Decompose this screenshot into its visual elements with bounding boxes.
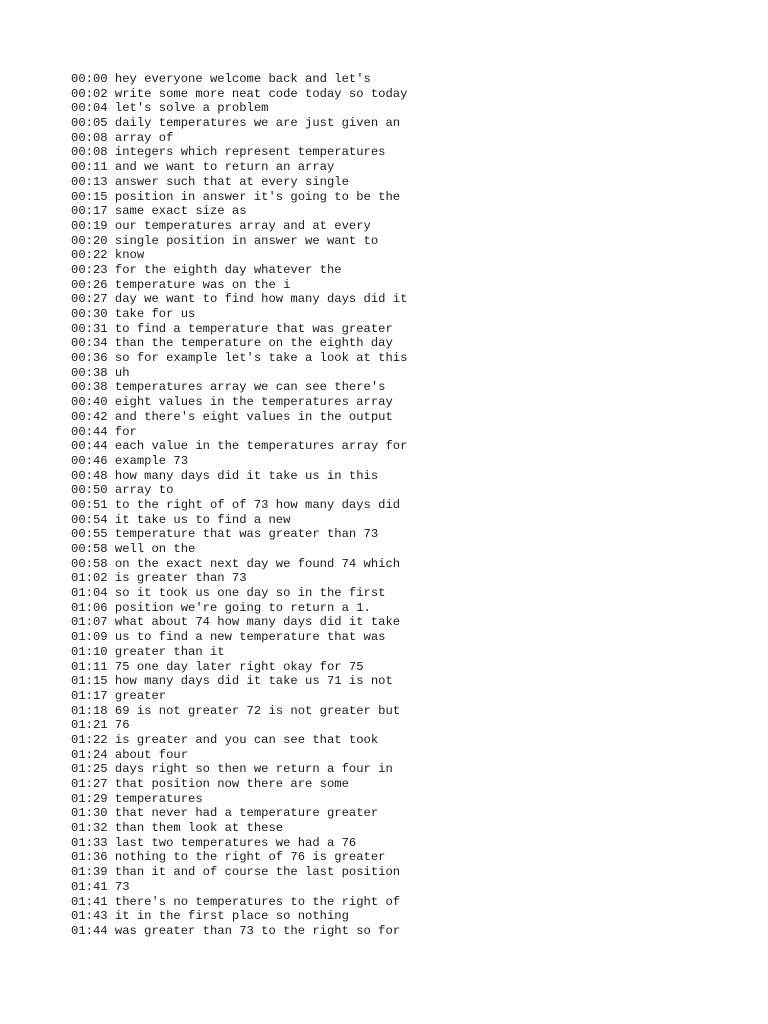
transcript-line: 01:09 us to find a new temperature that was — [71, 630, 386, 645]
transcript-line: 00:20 single position in answer we want to — [71, 233, 379, 248]
transcript-line: 00:08 array of — [71, 130, 174, 145]
transcript-line: 00:17 same exact size as — [71, 204, 247, 219]
transcript-line: 00:08 integers which represent temperatures — [71, 145, 386, 160]
transcript-line: 00:04 let's solve a problem — [71, 101, 269, 116]
transcript-line: 01:22 is greater and you can see that took — [71, 732, 379, 747]
transcript-line: 01:11 75 one day later right okay for 75 — [71, 659, 364, 674]
transcript-line: 01:17 greater — [71, 688, 167, 703]
transcript-line: 00:48 how many days did it take us in this — [71, 468, 379, 483]
transcript-line: 00:23 for the eighth day whatever the — [71, 262, 342, 277]
transcript-line: 00:50 array to — [71, 483, 174, 498]
transcript-line: 01:44 was greater than 73 to the right so for — [71, 923, 401, 938]
transcript-line: 00:55 temperature that was greater than 73 — [71, 527, 379, 542]
transcript-line: 00:22 know — [71, 248, 145, 263]
transcript-line: 00:58 well on the — [71, 542, 196, 556]
transcript-line: 01:24 about four — [71, 747, 189, 762]
transcript-line: 00:34 than the temperature on the eighth day — [71, 336, 393, 351]
transcript-line: 01:39 than it and of course the last position — [71, 865, 401, 880]
transcript-line: 01:15 how many days did it take us 71 is not — [71, 674, 393, 689]
transcript-line: 00:38 temperatures array we can see there's — [71, 380, 386, 395]
transcript-line: 01:04 so it took us one day so in the first — [71, 586, 386, 601]
transcript-line: 00:26 temperature was on the i — [71, 277, 291, 292]
transcript-line: 00:05 daily temperatures we are just given an — [71, 116, 401, 131]
transcript-line: 01:29 temperatures — [71, 791, 203, 806]
transcript-line: 00:30 take for us — [71, 307, 196, 321]
transcript-line: 00:44 for — [71, 424, 137, 439]
transcript-line: 00:00 hey everyone welcome back and let's — [71, 72, 371, 86]
transcript-line: 00:40 eight values in the temperatures array — [71, 395, 393, 410]
transcript-line: 00:58 on the exact next day we found 74 which — [71, 556, 401, 571]
transcript-line: 01:02 is greater than 73 — [71, 571, 247, 586]
transcript-line: 01:36 nothing to the right of 76 is greater — [71, 850, 386, 865]
transcript-line: 00:27 day we want to find how many days did it — [71, 292, 408, 307]
transcript-line: 01:10 greater than it — [71, 644, 225, 659]
transcript-line: 00:38 uh — [71, 365, 130, 380]
transcript-line: 01:32 than them look at these — [71, 821, 284, 836]
transcript-line: 01:25 days right so then we return a four in — [71, 762, 393, 777]
transcript-line: 00:46 example 73 — [71, 453, 189, 468]
transcript-line: 00:31 to find a temperature that was greater — [71, 321, 393, 336]
transcript-line: 01:18 69 is not greater 72 is not greater but — [71, 703, 401, 718]
transcript-line: 01:07 what about 74 how many days did it take — [71, 615, 401, 630]
transcript-line: 01:06 position we're going to return a 1. — [71, 600, 371, 615]
transcript-line: 00:51 to the right of of 73 how many days did — [71, 497, 401, 512]
transcript-line: 00:19 our temperatures array and at every — [71, 218, 371, 233]
transcript-line: 00:11 and we want to return an array — [71, 160, 335, 175]
transcript-line: 01:43 it in the first place so nothing — [71, 909, 349, 924]
transcript-line: 00:02 write some more neat code today so today — [71, 86, 408, 101]
transcript-line: 01:21 76 — [71, 718, 130, 733]
transcript-line: 00:36 so for example let's take a look at this — [71, 351, 408, 366]
transcript-line: 01:27 that position now there are some — [71, 777, 349, 791]
transcript-line: 00:42 and there's eight values in the output — [71, 409, 393, 424]
transcript-line: 00:13 answer such that at every single — [71, 174, 349, 189]
transcript-line: 01:33 last two temperatures we had a 76 — [71, 835, 357, 850]
transcript-line: 01:41 73 — [71, 879, 130, 894]
transcript-line: 01:41 there's no temperatures to the right of — [71, 894, 401, 909]
transcript-line: 01:30 that never had a temperature greater — [71, 806, 379, 821]
transcript-line: 00:54 it take us to find a new — [71, 512, 291, 527]
transcript-line: 00:15 position in answer it's going to be the — [71, 189, 401, 204]
transcript-line: 00:44 each value in the temperatures array for — [71, 439, 408, 454]
transcript-page — [71, 72, 751, 939]
